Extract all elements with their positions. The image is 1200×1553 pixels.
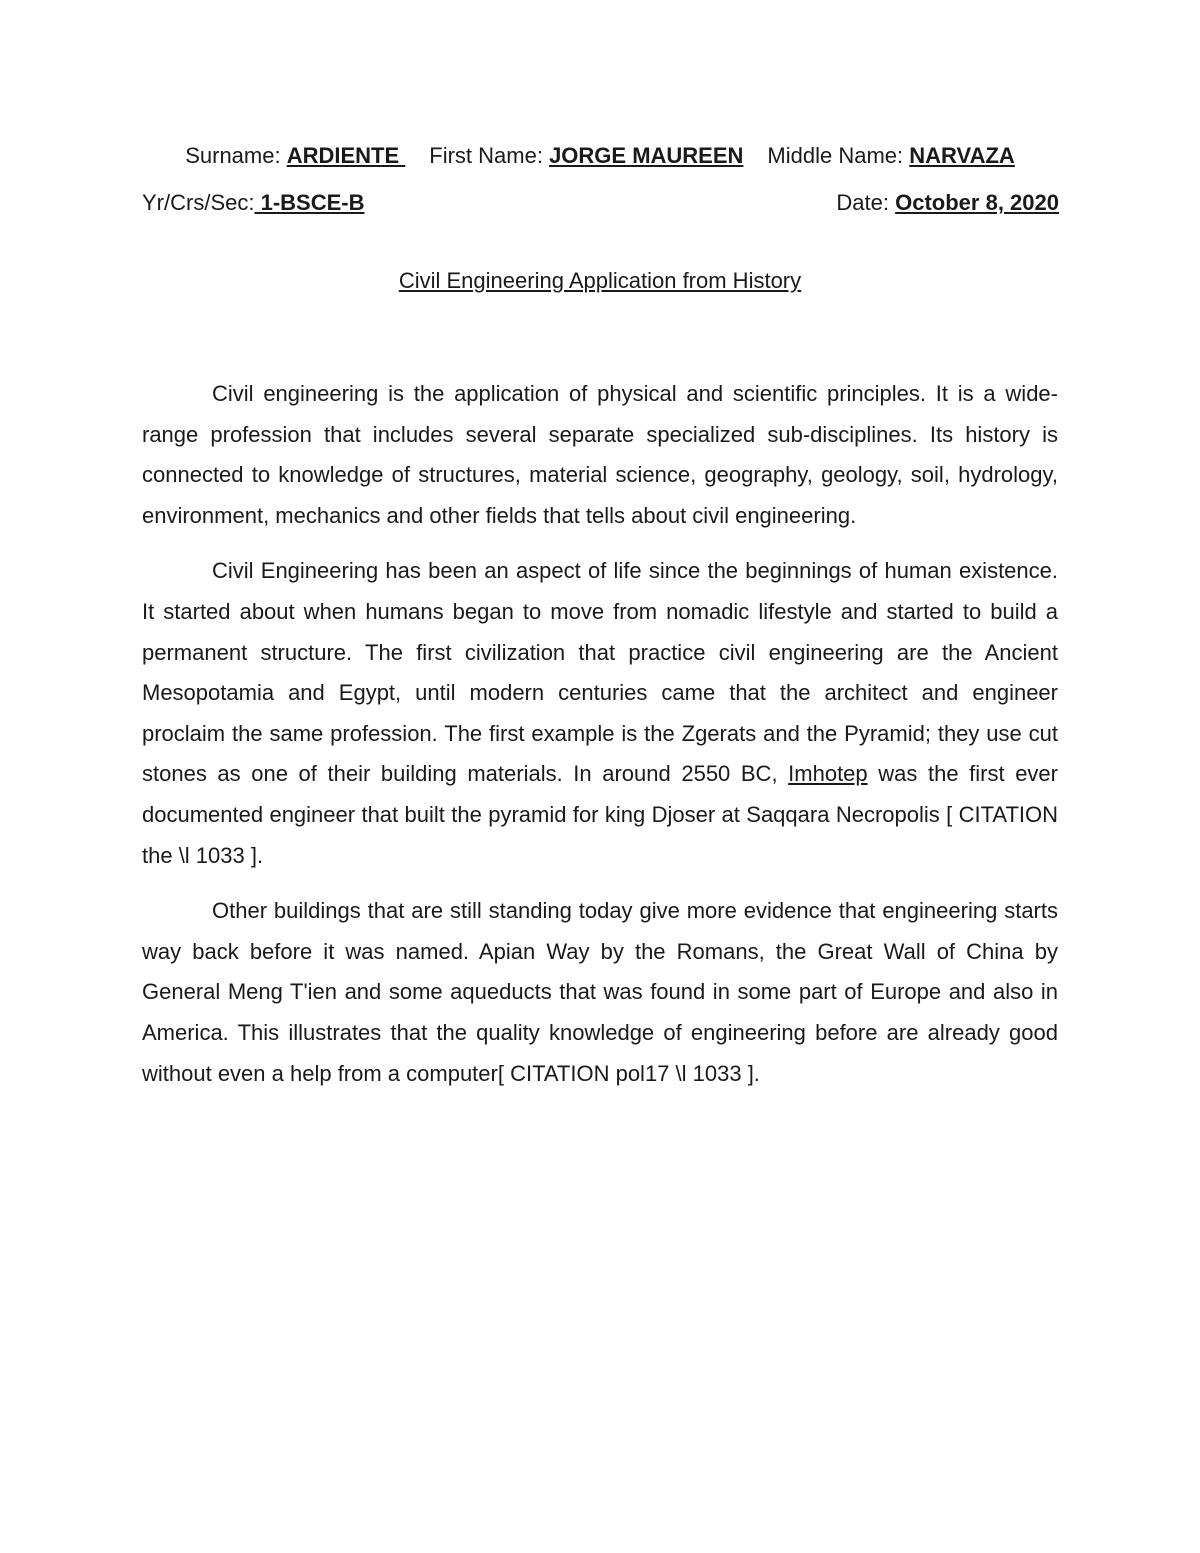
document-title: Civil Engineering Application from History [398, 268, 802, 293]
middle-name-label: Middle Name: [767, 143, 910, 168]
document-body [142, 374, 1058, 1109]
paragraph-2 [142, 551, 1058, 876]
surname-value: ARDIENTE [286, 143, 406, 168]
surname-label: Surname: [185, 143, 287, 168]
date-row [836, 188, 1059, 218]
yr-crs-sec-value: 1-BSCE-B [254, 190, 365, 215]
paragraph-3: Other buildings that are still standing today give more evidence that engineering starts way back before it was named. Apian Way by the Romans, the Great Wall of China by General Meng T'ien and some aqueducts that was found in some part of Europe and also in America. This illustrates that the quality knowledge of engineering before are already good without even a help from a computer[ CITATION pol17 \l 1033 ]. [142, 898, 1058, 1086]
first-name-value: JORGE MAUREEN [549, 143, 744, 168]
yr-crs-sec-row [142, 188, 364, 218]
name-row [0, 141, 1200, 171]
paragraph-2-text-a: Civil Engineering has been an aspect of life since the beginnings of human existence. It started about when humans began to move from nomadic lifestyle and started to build a permanent structure. The first civilization that practice civil engineering are the Ancient Mesopotamia and Egypt, until modern centuries came that the architect and engineer proclaim the same profession. The first example is the Zgerats and the Pyramid; they use cut stones as one of their building materials. In around 2550 BC, [142, 558, 1058, 787]
date-label: Date: [836, 190, 896, 215]
yr-crs-sec-label: Yr/Crs/Sec: [142, 190, 255, 215]
paragraph-1: Civil engineering is the application of physical and scientific principles. It is a wide-range profession that includes several separate specialized sub-disciplines. Its history is connected to knowledge of structures, material science, geography, geology, soil, hydrology, environment, mechanics and other fields that tells about civil engineering. [142, 381, 1058, 528]
middle-name-value: NARVAZA [909, 143, 1015, 168]
first-name-label: First Name: [429, 143, 550, 168]
paragraph-2-text-b: was the first ever documented engineer that built the pyramid for king Djoser at Saqqara Necropolis [ CITATION the \l 1033 ]. [142, 761, 1058, 868]
imhotep-underlined-word: Imhotep [788, 761, 868, 787]
date-value: October 8, 2020 [895, 190, 1059, 215]
